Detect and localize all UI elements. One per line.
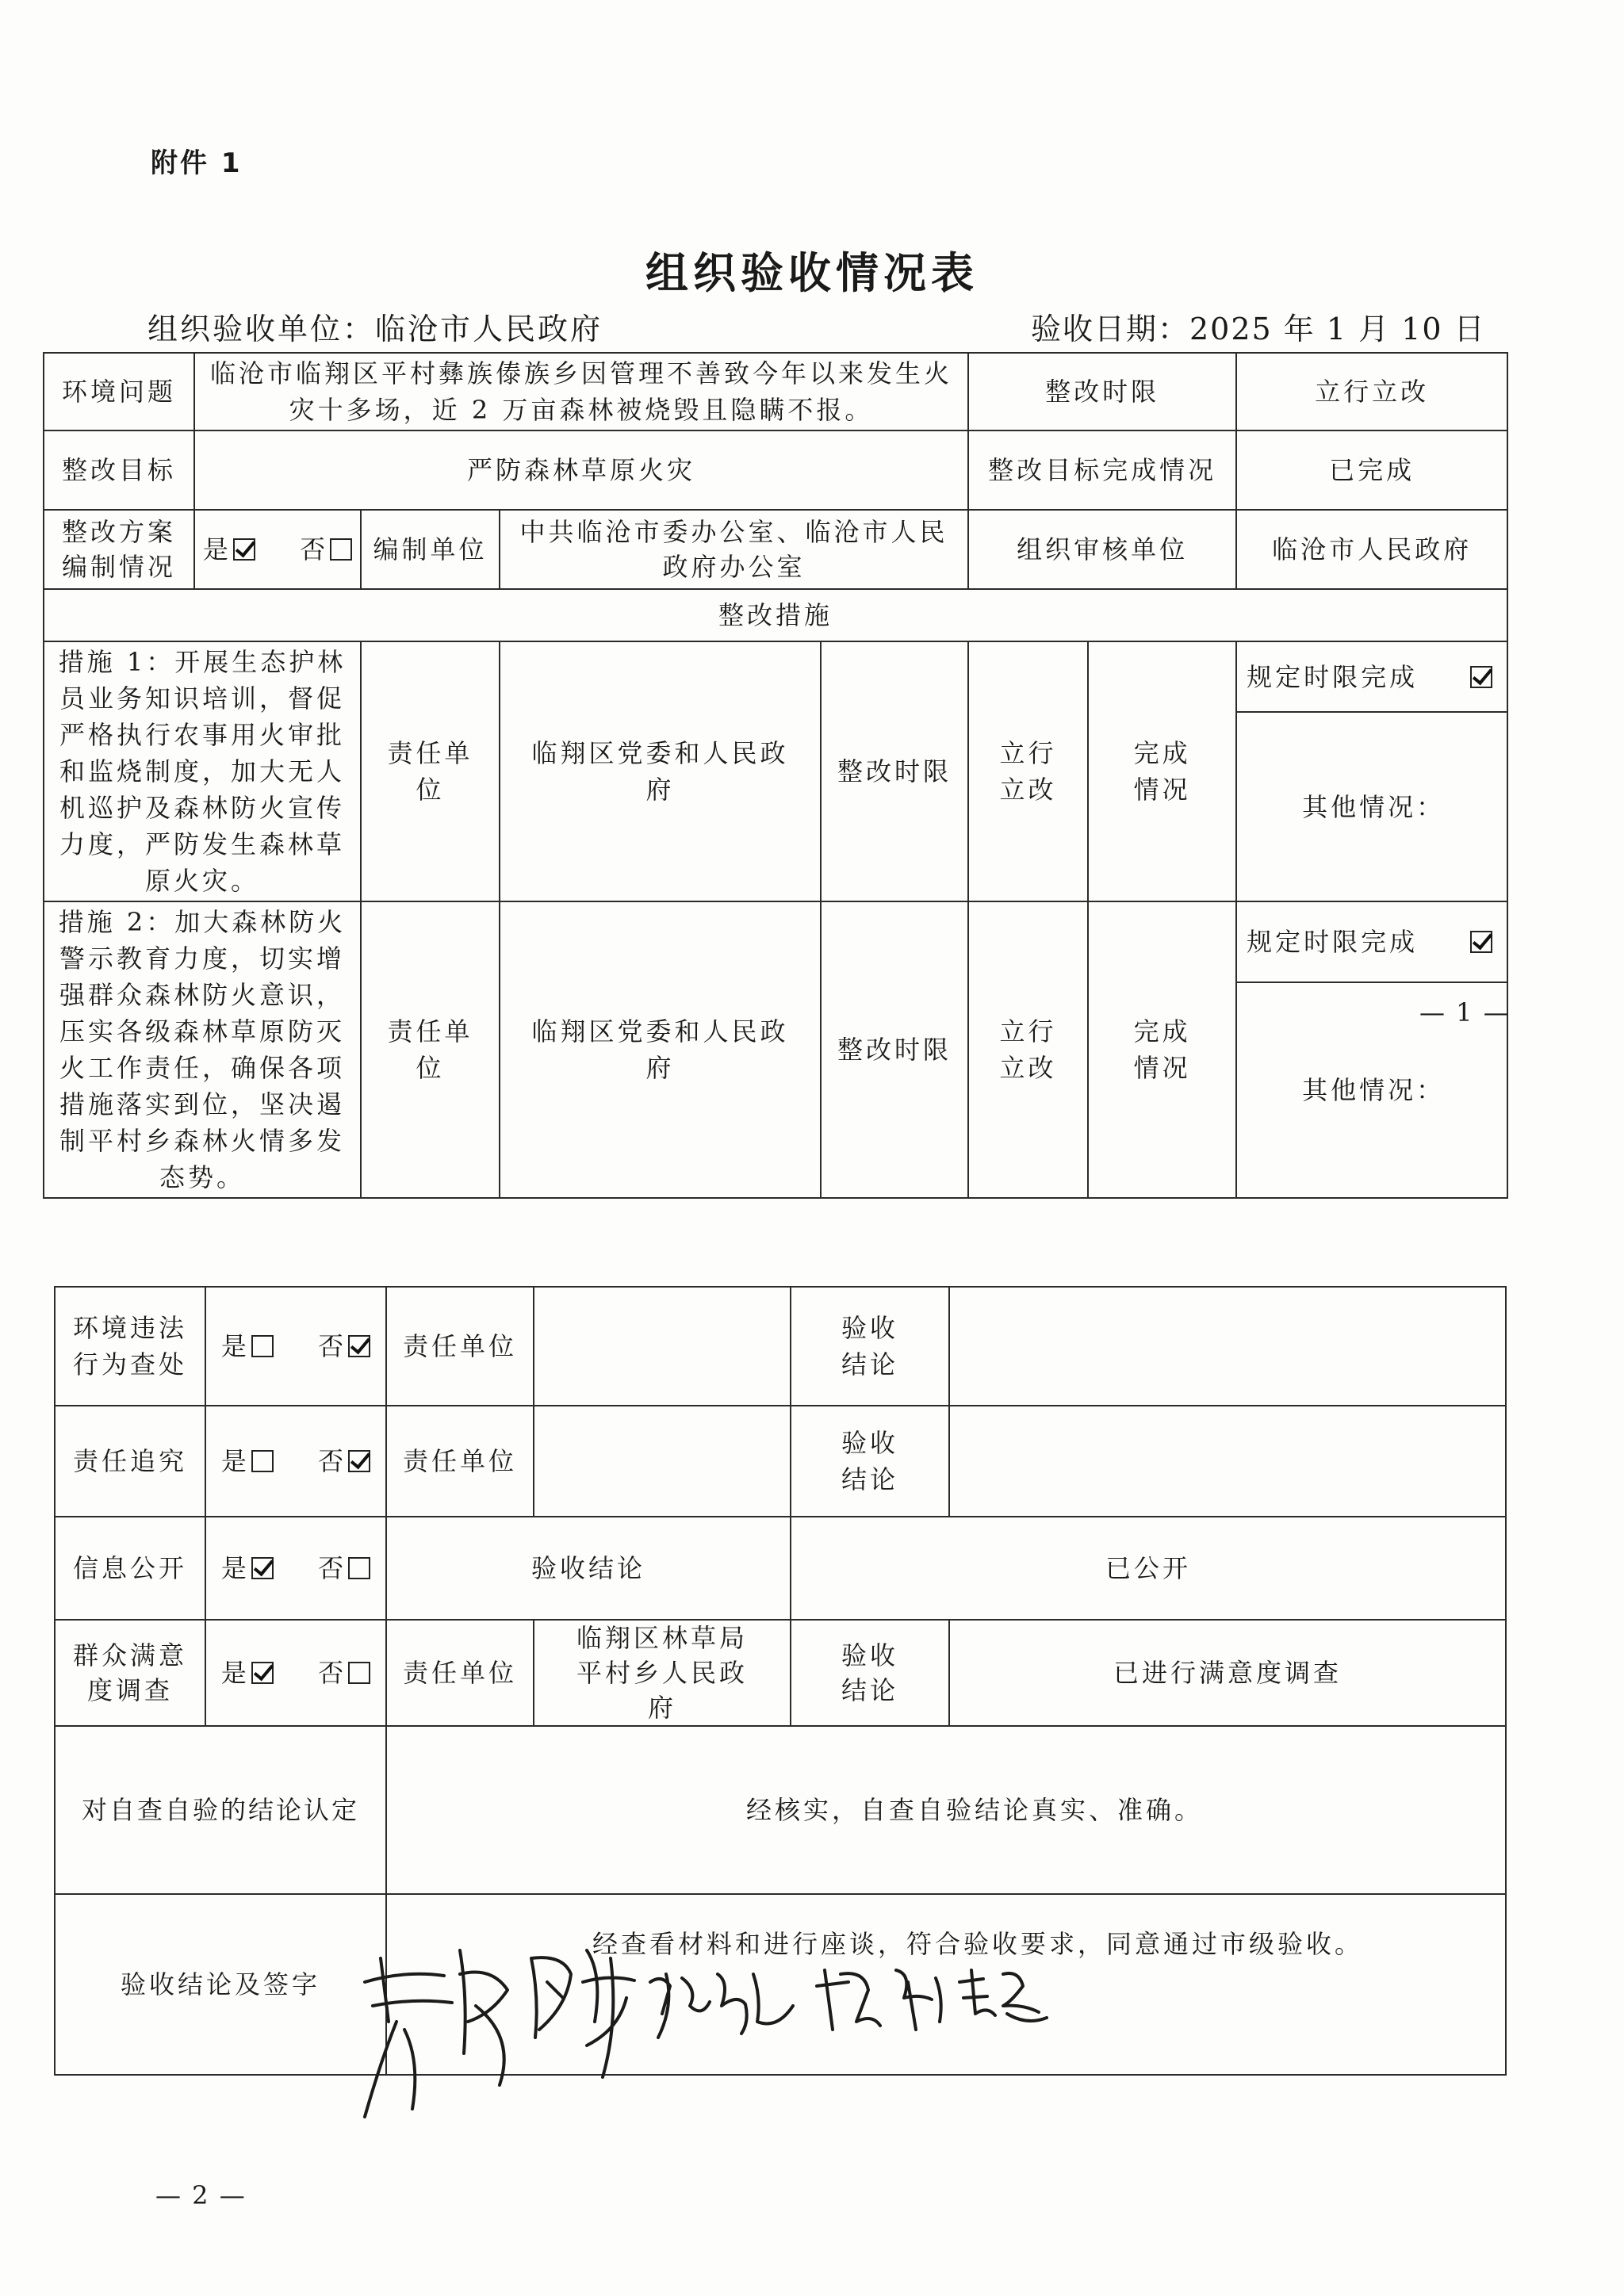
plan-yes-no [194, 510, 361, 589]
yes-label: 是 [220, 1331, 250, 1361]
problem-text: 临沧市临翔区平村彝族傣族乡因管理不善致今年以来发生火灾十多场，近 2 万亩森林被烧毁且隐瞒不报。 [194, 353, 968, 430]
org-label: 编制单位 [361, 510, 500, 589]
no-label: 否 [318, 1446, 347, 1476]
yes-checkbox[interactable] [251, 1557, 274, 1579]
row-self-check [55, 1726, 1506, 1894]
no-label: 否 [318, 1553, 347, 1583]
measure-2-done-label: 完成情况 [1088, 901, 1236, 1198]
measure-1-resp-value: 临翔区党委和人民政府 [500, 641, 821, 901]
yes-label: 是 [220, 1658, 250, 1688]
satisfaction-concl-value: 已进行满意度调查 [949, 1620, 1506, 1726]
final-label: 验收结论及签字 [55, 1894, 386, 2075]
measure-row-1 [44, 641, 1507, 712]
accountability-label: 责任追究 [55, 1406, 205, 1517]
measure-row-2 [44, 901, 1507, 982]
ontime-checkbox[interactable] [1470, 931, 1492, 953]
row-accountability [55, 1406, 1506, 1517]
acceptance-table-page1 [43, 352, 1508, 1199]
accountability-resp-value [534, 1406, 791, 1517]
goal-text: 严防森林草原火灾 [194, 430, 968, 510]
accountability-concl-label: 验收结论 [791, 1406, 949, 1517]
yes-checkbox[interactable] [251, 1662, 274, 1684]
row-goal [44, 430, 1507, 510]
measure-2-limit-label: 整改时限 [821, 901, 968, 1198]
measure-2-text: 措施 2：加大森林防火警示教育力度，切实增强群众森林防火意识，压实各级森林草原防灭火工作责任，确保各项措施落实到位，坚决遏制平村乡森林火情多发态势。 [44, 901, 361, 1198]
row-disclosure [55, 1517, 1506, 1620]
row-environment-problem [44, 353, 1507, 430]
ontime-checkbox[interactable] [1470, 666, 1492, 688]
acceptance-date: 验收日期：2025 年 1 月 10 日 [1031, 312, 1486, 346]
violation-resp-value [534, 1287, 791, 1406]
satisfaction-concl-label: 验收结论 [791, 1620, 949, 1726]
measure-1-limit-label: 整改时限 [821, 641, 968, 901]
measure-2-ontime [1236, 901, 1507, 982]
goal-status-value: 已完成 [1236, 430, 1507, 510]
no-checkbox[interactable] [348, 1450, 370, 1472]
self-check-value: 经核实，自查自验结论真实、准确。 [386, 1726, 1506, 1894]
accountability-yes-no [205, 1406, 386, 1517]
yes-label: 是 [220, 1553, 250, 1583]
yes-label: 是 [220, 1446, 250, 1476]
problem-label: 环境问题 [44, 353, 194, 430]
violation-label: 环境违法行为查处 [55, 1287, 205, 1406]
acceptance-unit: 组织验收单位：临沧市人民政府 [147, 312, 603, 346]
signatures [349, 1927, 1063, 2133]
ontime-label: 规定时限完成 [1247, 661, 1419, 692]
accountability-concl-value [949, 1406, 1506, 1517]
row-measures-header [44, 589, 1507, 641]
measure-1-other: 其他情况： [1236, 712, 1507, 901]
yes-checkbox[interactable] [251, 1335, 274, 1357]
yes-checkbox[interactable] [233, 538, 255, 561]
no-label: 否 [318, 1658, 347, 1688]
measure-2-limit-value: 立行立改 [968, 901, 1088, 1198]
violation-concl-value [949, 1287, 1506, 1406]
violation-resp-label: 责任单位 [386, 1287, 534, 1406]
goal-label: 整改目标 [44, 430, 194, 510]
self-check-label: 对自查自验的结论认定 [55, 1726, 386, 1894]
review-label: 组织审核单位 [968, 510, 1236, 589]
measure-1-resp-label: 责任单位 [361, 641, 500, 901]
no-checkbox[interactable] [348, 1662, 370, 1684]
ontime-label: 规定时限完成 [1247, 927, 1419, 957]
yes-label: 是 [202, 534, 232, 564]
no-checkbox[interactable] [330, 538, 352, 561]
violation-yes-no [205, 1287, 386, 1406]
measure-1-done-label: 完成情况 [1088, 641, 1236, 901]
document-title: 组织验收情况表 [645, 248, 979, 298]
row-violation [55, 1287, 1506, 1406]
row-satisfaction [55, 1620, 1506, 1726]
no-checkbox[interactable] [348, 1335, 370, 1357]
disclosure-concl-value: 已公开 [791, 1517, 1506, 1620]
measures-header: 整改措施 [44, 589, 1507, 641]
plan-label: 整改方案编制情况 [44, 510, 194, 589]
disclosure-concl-label: 验收结论 [386, 1517, 791, 1620]
no-label: 否 [300, 534, 329, 564]
row-plan [44, 510, 1507, 589]
no-checkbox[interactable] [348, 1557, 370, 1579]
handwritten-signature-4 [959, 1970, 1047, 2021]
measure-1-ontime [1236, 641, 1507, 712]
review-value: 临沧市人民政府 [1236, 510, 1507, 589]
final-value: 经查看材料和进行座谈，符合验收要求，同意通过市级验收。 [386, 1894, 1506, 2075]
goal-status-label: 整改目标完成情况 [968, 430, 1236, 510]
measure-2-resp-label: 责任单位 [361, 901, 500, 1198]
no-label: 否 [318, 1331, 347, 1361]
satisfaction-resp-value: 临翔区林草局平村乡人民政府 [534, 1620, 791, 1726]
limit-value: 立行立改 [1236, 353, 1507, 430]
measure-2-resp-value: 临翔区党委和人民政府 [500, 901, 821, 1198]
satisfaction-yes-no [205, 1620, 386, 1726]
yes-checkbox[interactable] [251, 1450, 274, 1472]
violation-concl-label: 验收结论 [791, 1287, 949, 1406]
measure-1-text: 措施 1：开展生态护林员业务知识培训，督促严格执行农事用火审批和监烧制度，加大无人机巡护及森林防火宣传力度，严防发生森林草原火灾。 [44, 641, 361, 901]
measure-2-other: 其他情况： [1236, 982, 1507, 1198]
satisfaction-resp-label: 责任单位 [386, 1620, 534, 1726]
page-number-1: — 1 — [1419, 997, 1511, 1027]
satisfaction-label: 群众满意度调查 [55, 1620, 205, 1726]
measure-1-limit-value: 立行立改 [968, 641, 1088, 901]
attachment-label: 附件 1 [151, 147, 243, 179]
page-number-2: — 2 — [155, 2180, 247, 2210]
handwritten-signature-2 [650, 1974, 793, 2038]
disclosure-label: 信息公开 [55, 1517, 205, 1620]
org-value: 中共临沧市委办公室、临沧市人民政府办公室 [500, 510, 968, 589]
limit-label: 整改时限 [968, 353, 1236, 430]
handwritten-signature-1 [365, 1950, 634, 2117]
disclosure-yes-no [205, 1517, 386, 1620]
accountability-resp-label: 责任单位 [386, 1406, 534, 1517]
handwritten-signature-3 [817, 1970, 941, 2030]
